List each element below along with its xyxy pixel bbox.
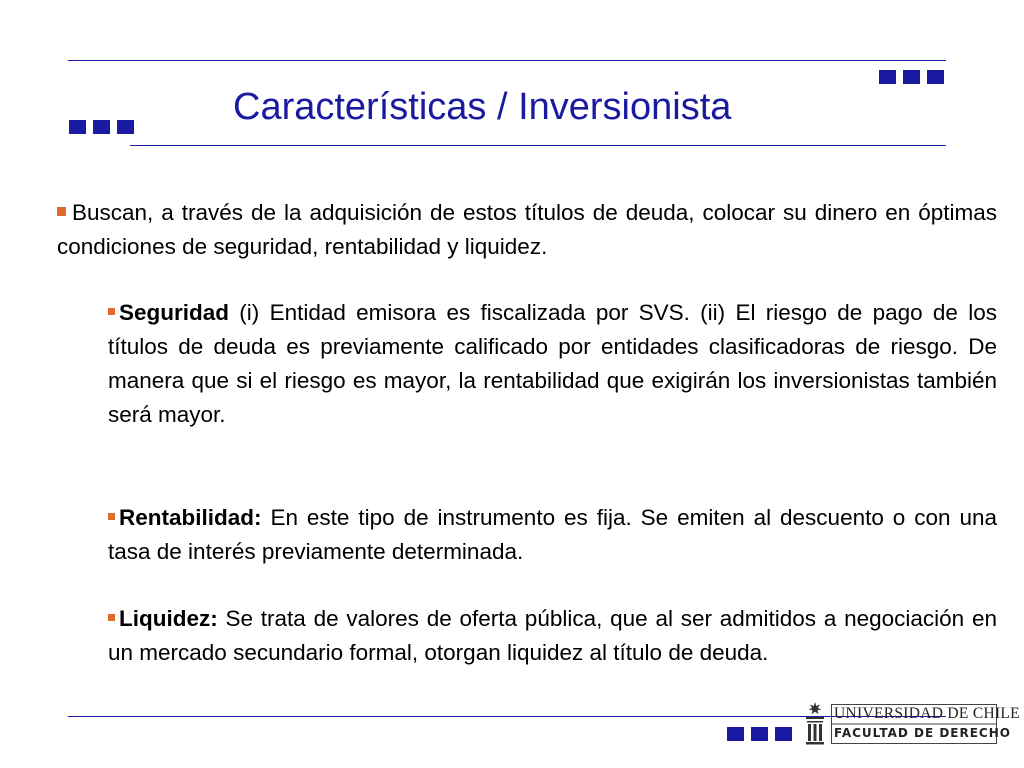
top-right-squares [879,70,944,84]
title-underline [130,145,946,146]
point-seguridad [108,296,997,432]
bottom-squares [727,727,792,741]
intro-bullet [57,196,997,264]
slide-title: Características / Inversionista [233,86,732,128]
bullet-square-icon [108,513,115,520]
top-rule [68,60,946,61]
university-emblem-icon [802,700,828,746]
logo-faculty-name: FACULTAD DE DERECHO [834,726,1011,740]
bullet-square-icon [57,207,66,216]
bullet-square-icon [108,614,115,621]
left-squares [69,120,134,134]
point-liquidez [108,602,997,670]
logo-university-name: UNIVERSIDAD DE CHILE [834,705,1020,722]
point-text: En este tipo de instrumento es fija. Se emiten al descuento o con una tasa de interés previamente determinada. [108,505,997,564]
point-text: (i) Entidad emisora es fiscalizada por SVS. (ii) El riesgo de pago de los títulos de deuda es previamente calificado por entidades clasificadoras de riesgo. De manera que si el riesgo es mayor, la rentabilidad que exigirán los inversionistas también será mayor. [108,300,997,427]
point-text: Se trata de valores de oferta pública, que al ser admitidos a negociación en un mercado secundario formal, otorgan liquidez al título de deuda. [108,606,997,665]
point-term: Rentabilidad: [119,505,262,530]
point-rentabilidad [108,501,997,569]
university-logo [802,700,1020,748]
point-term: Liquidez: [119,606,218,631]
intro-text: Buscan, a través de la adquisición de estos títulos de deuda, colocar su dinero en óptimas condiciones de seguridad, rentabilidad y liquidez. [57,200,997,259]
point-term: Seguridad [119,300,230,325]
bullet-square-icon [108,308,115,315]
